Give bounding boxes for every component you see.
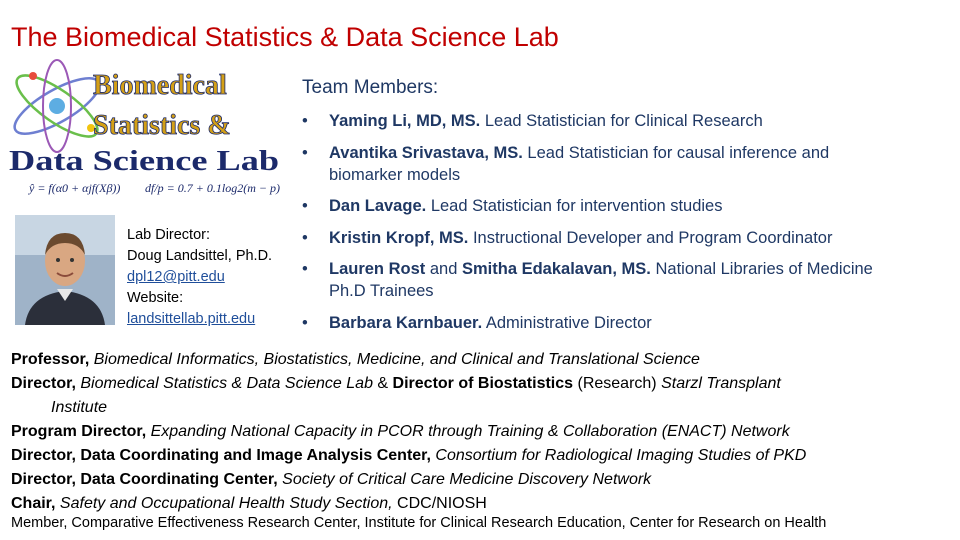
member-name: Yaming Li, MD, MS.	[329, 112, 481, 130]
page-title: The Biomedical Statistics & Data Science Lab	[11, 22, 559, 52]
member-role: Lead Statistician for causal inference and	[527, 144, 830, 162]
bio-detail: Starzl Transplant	[661, 375, 781, 392]
member-name: Lauren Rost	[329, 260, 426, 278]
bio-title: Professor,	[11, 351, 90, 368]
bio-detail: Biomedical Informatics, Biostatistics, Medicine, and Clinical and Translational Science	[93, 351, 700, 368]
bio-plain: CDC/NIOSH	[397, 495, 487, 512]
member-role: Administrative Director	[485, 314, 652, 332]
atom-orbits-icon	[7, 60, 106, 152]
bio-title: Program Director,	[11, 423, 147, 440]
member-role-cont: Ph.D Trainees	[329, 282, 434, 300]
director-label: Lab Director:	[127, 227, 211, 243]
bio-title: Chair,	[11, 495, 56, 512]
lab-logo	[5, 58, 287, 208]
bullet-icon: •	[302, 314, 308, 332]
bio-title: Director of Biostatistics	[392, 375, 574, 392]
bio-line	[11, 372, 951, 396]
director-info	[127, 225, 272, 330]
member-role: Lead Statistician for Clinical Research	[484, 112, 763, 130]
member-name: Avantika Srivastava, MS.	[329, 144, 523, 162]
logo-formula-left: ŷ = f(α0 + αjf(Xβ))	[29, 181, 121, 195]
logo-line3: Data Science Lab	[9, 145, 279, 177]
bio-detail: Institute	[51, 399, 108, 416]
bullet-icon: •	[302, 112, 308, 130]
team-heading: Team Members:	[302, 77, 439, 98]
bio-line	[11, 420, 951, 444]
bio-line	[11, 444, 951, 468]
team-member	[302, 142, 942, 186]
bio-title: Director, Data Coordinating Center,	[11, 471, 278, 488]
director-name: Doug Landsittel, Ph.D.	[127, 248, 273, 264]
bullet-icon: •	[302, 197, 308, 215]
team-member	[302, 227, 942, 249]
director-photo	[15, 215, 115, 325]
team-member	[302, 312, 942, 334]
member-name: Smitha Edakalavan, MS.	[461, 260, 651, 278]
bio-line	[11, 348, 951, 372]
bio-detail: Expanding National Capacity in PCOR through Training & Collaboration (ENACT) Network	[150, 423, 790, 440]
bullet-icon: •	[302, 260, 308, 278]
website-link[interactable]: landsittellab.pitt.edu	[127, 311, 256, 327]
member-name: Barbara Karnbauer.	[329, 314, 483, 332]
member-role-cont: biomarker models	[329, 166, 461, 184]
team-member	[302, 195, 942, 217]
bio-plain: (Research)	[577, 375, 657, 392]
logo-formula-right: df/p = 0.7 + 0.1log2(m − p)	[145, 181, 280, 195]
bio-detail: Consortium for Radiological Imaging Studies of PKD	[435, 447, 807, 464]
logo-line2: Statistics &	[93, 110, 231, 141]
member-name: Dan Lavage.	[329, 197, 427, 215]
bio-title: Director, Data Coordinating and Image Analysis Center,	[11, 447, 431, 464]
director-email-link[interactable]: dpl12@pitt.edu	[127, 269, 225, 285]
bio-title: Director,	[11, 375, 76, 392]
member-role: Lead Statistician for intervention studies	[430, 197, 723, 215]
bio-detail: Safety and Occupational Health Study Section,	[59, 495, 393, 512]
bio-amp: &	[377, 375, 389, 392]
director-bio	[11, 348, 951, 516]
bio-line-cont	[11, 396, 951, 420]
bio-detail: Biomedical Statistics & Data Science Lab	[80, 375, 373, 392]
member-name: Kristin Kropf, MS.	[329, 229, 469, 247]
bio-line	[11, 468, 951, 492]
member-role: Instructional Developer and Program Coordinator	[472, 229, 833, 247]
membership-footer: Member, Comparative Effectiveness Research Center, Institute for Clinical Research Education, Center for Research on Health	[11, 515, 827, 531]
team-member	[302, 110, 942, 132]
team-member	[302, 258, 942, 302]
person-photo-icon	[15, 215, 115, 325]
bio-detail: Society of Critical Care Medicine Discovery Network	[282, 471, 652, 488]
conjunction: and	[429, 260, 458, 278]
bio-line	[11, 492, 951, 516]
bullet-icon: •	[302, 144, 308, 162]
website-label: Website:	[127, 290, 184, 306]
bullet-icon: •	[302, 229, 308, 247]
logo-line1: Biomedical	[93, 70, 227, 101]
member-role: National Libraries of Medicine	[655, 260, 873, 278]
